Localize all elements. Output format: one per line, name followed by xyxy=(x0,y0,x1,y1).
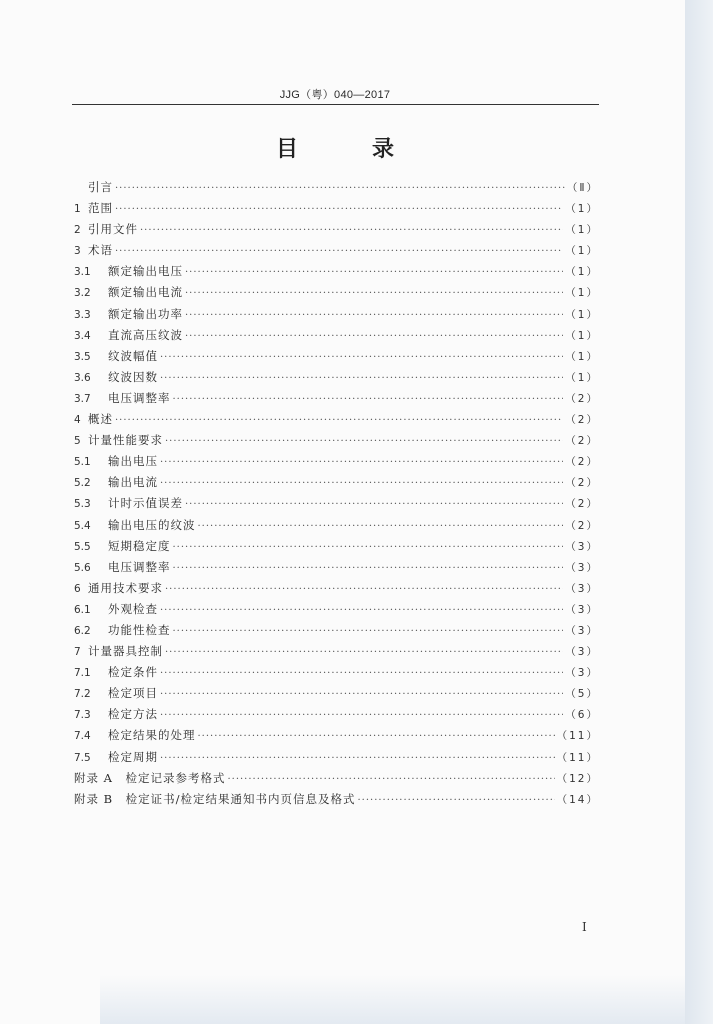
toc-leader-dots xyxy=(165,647,563,658)
toc-entry-number: 3.5 xyxy=(74,350,91,363)
toc-entry-page: （6） xyxy=(565,709,599,722)
toc-leader-dots xyxy=(115,415,563,426)
table-of-contents xyxy=(74,179,599,812)
toc-leader-dots xyxy=(115,183,565,194)
toc-entry xyxy=(74,200,599,221)
toc-entry-title: 直流高压纹波 xyxy=(108,327,183,342)
toc-entry xyxy=(74,791,599,812)
toc-entry-number: 7.3 xyxy=(74,709,91,722)
toc-entry-title: 附录 B 检定证书/检定结果通知书内页信息及格式 xyxy=(74,791,356,806)
toc-entry-number: 3.2 xyxy=(74,287,91,300)
toc-entry-number: 1 xyxy=(74,203,81,216)
toc-entry-number: 7.4 xyxy=(74,730,91,743)
toc-entry-title: 额定输出电流 xyxy=(108,285,183,300)
toc-entry-title: 附录 A 检定记录参考格式 xyxy=(74,770,226,785)
toc-entry xyxy=(74,390,599,411)
toc-entry xyxy=(74,327,599,348)
toc-leader-dots xyxy=(115,204,563,215)
header-rule xyxy=(72,104,599,105)
toc-entry-page: （3） xyxy=(565,561,599,574)
toc-entry xyxy=(74,685,599,706)
toc-entry-page: （2） xyxy=(565,498,599,511)
toc-entry xyxy=(74,749,599,770)
toc-entry-title: 检定方法 xyxy=(108,707,158,722)
toc-entry-title: 外观检查 xyxy=(108,601,158,616)
toc-entry-number: 3.3 xyxy=(74,308,91,321)
toc-entry xyxy=(74,727,599,748)
toc-leader-dots xyxy=(165,584,563,595)
toc-entry-number: 7.2 xyxy=(74,688,91,701)
toc-entry xyxy=(74,221,599,242)
toc-entry xyxy=(74,643,599,664)
toc-entry xyxy=(74,263,599,284)
toc-entry-number: 3 xyxy=(74,245,81,258)
toc-entry-title: 检定项目 xyxy=(108,686,158,701)
toc-entry-page: （1） xyxy=(565,350,599,363)
toc-entry xyxy=(74,580,599,601)
toc-entry-title: 输出电流 xyxy=(108,475,158,490)
toc-entry-page: （5） xyxy=(565,688,599,701)
toc-entry-page: （3） xyxy=(565,540,599,553)
toc-entry-title: 纹波幅值 xyxy=(108,348,158,363)
toc-entry xyxy=(74,538,599,559)
toc-entry-title: 通用技术要求 xyxy=(88,580,163,595)
toc-leader-dots xyxy=(115,246,563,257)
toc-entry-page: （2） xyxy=(565,435,599,448)
toc-leader-dots xyxy=(160,457,563,468)
toc-entry-title: 计量器具控制 xyxy=(88,644,163,659)
toc-leader-dots xyxy=(185,267,563,278)
toc-entry-number: 7 xyxy=(74,646,81,659)
toc-entry-page: （11） xyxy=(556,751,599,764)
toc-entry-number: 5.2 xyxy=(74,477,91,490)
toc-leader-dots xyxy=(165,436,563,447)
toc-leader-dots xyxy=(173,542,564,553)
toc-entry-page: （12） xyxy=(556,772,599,785)
toc-entry-page: （3） xyxy=(565,624,599,637)
toc-entry xyxy=(74,474,599,495)
toc-leader-dots xyxy=(227,774,554,785)
page-number: Ⅰ xyxy=(582,920,587,934)
toc-entry-page: （3） xyxy=(565,603,599,616)
toc-entry-page: （Ⅱ） xyxy=(566,182,599,194)
toc-entry-page: （1） xyxy=(565,308,599,321)
toc-entry-number: 5.5 xyxy=(74,540,91,553)
toc-entry xyxy=(74,369,599,390)
toc-entry xyxy=(74,706,599,727)
toc-entry-page: （2） xyxy=(565,456,599,469)
toc-entry-title: 短期稳定度 xyxy=(108,538,171,553)
toc-entry-number: 5.1 xyxy=(74,456,91,469)
toc-entry-number: 7.5 xyxy=(74,751,91,764)
toc-entry-page: （2） xyxy=(565,519,599,532)
toc-leader-dots xyxy=(140,225,563,236)
toc-entry-page: （1） xyxy=(565,371,599,384)
toc-leader-dots xyxy=(185,499,563,510)
toc-leader-dots xyxy=(160,668,563,679)
toc-entry xyxy=(74,495,599,516)
toc-entry xyxy=(74,306,599,327)
toc-leader-dots xyxy=(160,373,563,384)
page-title: 目 录 xyxy=(275,137,420,162)
toc-entry-number: 5.6 xyxy=(74,561,91,574)
toc-entry xyxy=(74,284,599,305)
toc-entry-title: 输出电压的纹波 xyxy=(108,517,196,532)
toc-entry-page: （1） xyxy=(565,287,599,300)
toc-entry xyxy=(74,622,599,643)
toc-leader-dots xyxy=(198,521,564,532)
toc-entry-page: （1） xyxy=(565,245,599,258)
toc-entry-title: 额定输出功率 xyxy=(108,306,183,321)
toc-leader-dots xyxy=(173,563,564,574)
toc-entry-number: 6.1 xyxy=(74,603,91,616)
toc-entry xyxy=(74,601,599,622)
toc-entry-page: （3） xyxy=(565,582,599,595)
toc-entry-page: （2） xyxy=(565,477,599,490)
toc-leader-dots xyxy=(160,689,563,700)
toc-entry-page: （11） xyxy=(556,730,599,743)
toc-entry-number: 6 xyxy=(74,582,81,595)
toc-entry-page: （2） xyxy=(565,414,599,427)
toc-entry-title: 概述 xyxy=(88,412,113,427)
toc-entry xyxy=(74,517,599,538)
scan-edge xyxy=(685,0,713,1024)
toc-leader-dots xyxy=(185,331,563,342)
toc-entry-title: 计时示值误差 xyxy=(108,496,183,511)
toc-leader-dots xyxy=(160,710,563,721)
toc-entry-page: （14） xyxy=(556,793,599,806)
toc-leader-dots xyxy=(160,478,563,489)
toc-entry-number: 2 xyxy=(74,224,81,237)
toc-entry-page: （1） xyxy=(565,224,599,237)
toc-entry-title: 电压调整率 xyxy=(108,559,171,574)
toc-entry xyxy=(74,242,599,263)
toc-entry-number: 4 xyxy=(74,414,81,427)
toc-entry xyxy=(74,559,599,580)
toc-entry-page: （1） xyxy=(565,329,599,342)
toc-leader-dots xyxy=(185,310,563,321)
toc-entry-title: 检定条件 xyxy=(108,665,158,680)
scan-shadow xyxy=(100,975,685,1024)
toc-entry-page: （3） xyxy=(565,667,599,680)
toc-entry-title: 检定结果的处理 xyxy=(108,728,196,743)
toc-entry xyxy=(74,348,599,369)
toc-leader-dots xyxy=(173,394,564,405)
standard-header: JJG（粤）040—2017 xyxy=(279,89,391,101)
toc-entry-title: 范围 xyxy=(88,201,113,216)
toc-entry-title: 额定输出电压 xyxy=(108,264,183,279)
toc-leader-dots xyxy=(160,753,555,764)
toc-entry-title: 引用文件 xyxy=(88,222,138,237)
toc-entry-page: （2） xyxy=(565,392,599,405)
toc-entry-number: 3.7 xyxy=(74,392,91,405)
toc-entry-number: 3.6 xyxy=(74,371,91,384)
toc-leader-dots xyxy=(185,288,563,299)
toc-entry-title: 术语 xyxy=(88,243,113,258)
toc-entry xyxy=(74,432,599,453)
toc-entry-title: 计量性能要求 xyxy=(88,433,163,448)
toc-entry-page: （1） xyxy=(565,203,599,216)
toc-leader-dots xyxy=(160,352,563,363)
toc-entry-number: 3.4 xyxy=(74,329,91,342)
toc-entry-title: 功能性检查 xyxy=(108,622,171,637)
toc-entry-title: 检定周期 xyxy=(108,749,158,764)
toc-leader-dots xyxy=(173,626,564,637)
toc-entry-number: 5 xyxy=(74,435,81,448)
toc-entry-number: 5.3 xyxy=(74,498,91,511)
toc-entry-title: 输出电压 xyxy=(108,454,158,469)
toc-entry-page: （1） xyxy=(565,266,599,279)
toc-entry-title: 引言 xyxy=(88,180,113,194)
toc-entry-title: 纹波因数 xyxy=(108,369,158,384)
toc-entry xyxy=(74,664,599,685)
toc-entry xyxy=(74,770,599,791)
toc-entry-number: 6.2 xyxy=(74,624,91,637)
toc-entry-number: 5.4 xyxy=(74,519,91,532)
toc-leader-dots xyxy=(357,795,554,806)
toc-entry-number: 3.1 xyxy=(74,266,91,279)
toc-leader-dots xyxy=(160,605,563,616)
toc-entry-page: （3） xyxy=(565,646,599,659)
toc-entry xyxy=(74,453,599,474)
toc-entry-number: 7.1 xyxy=(74,667,91,680)
toc-leader-dots xyxy=(198,731,555,742)
toc-entry-title: 电压调整率 xyxy=(108,390,171,405)
toc-entry xyxy=(74,179,599,200)
toc-entry xyxy=(74,411,599,432)
